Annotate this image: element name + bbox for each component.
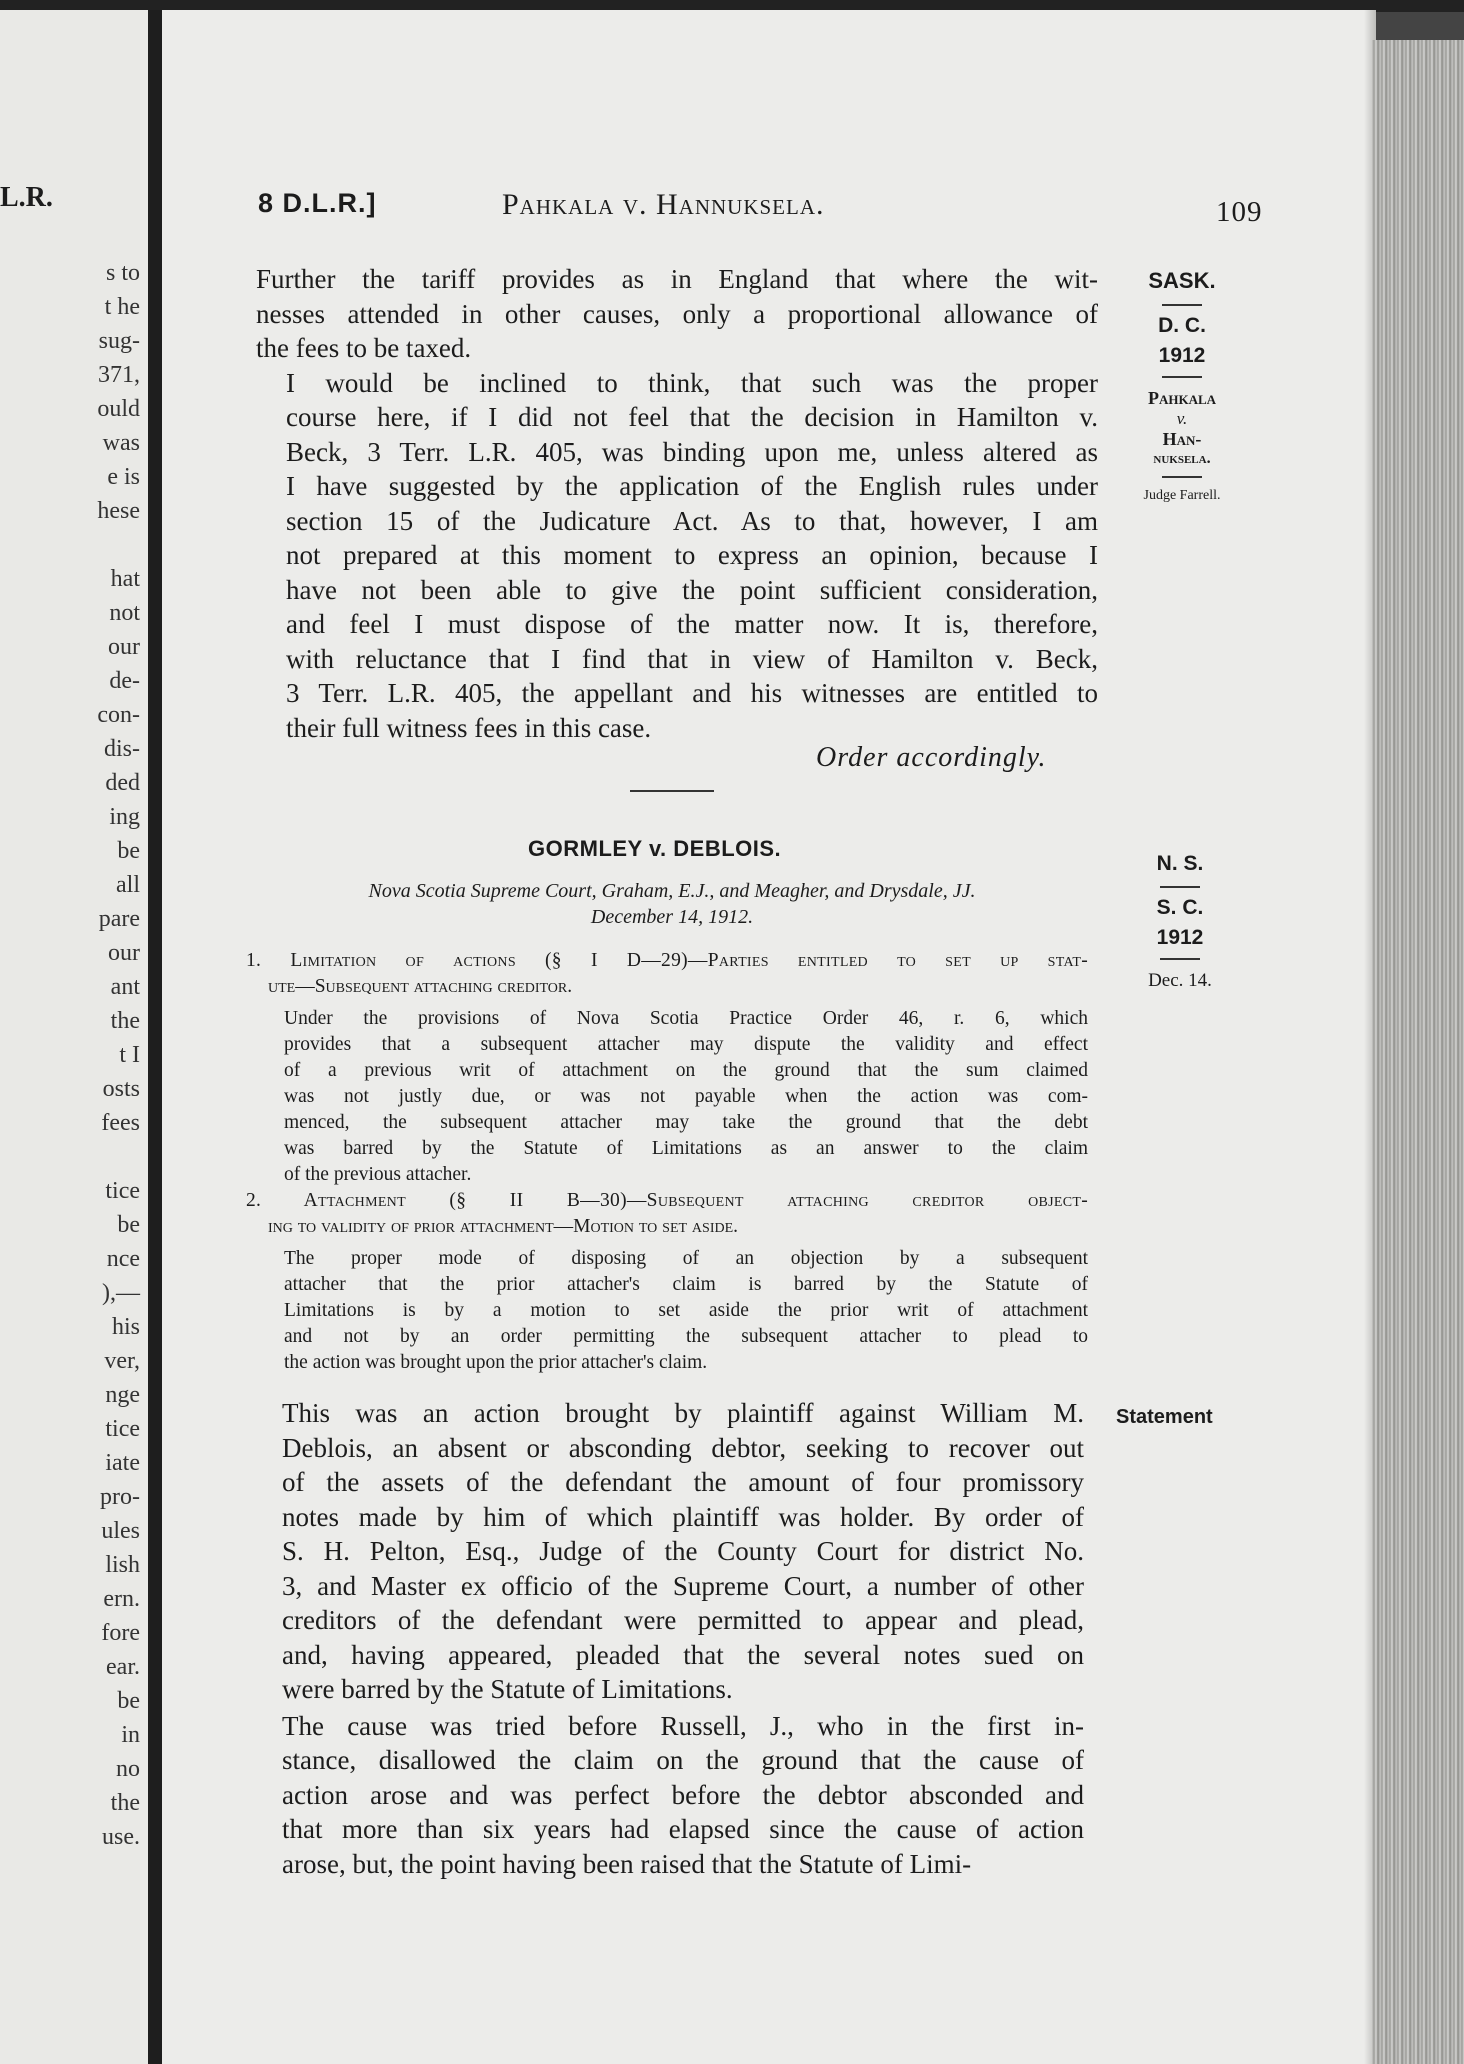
text-line: S. H. Pelton, Esq., Judge of the County Court for district No. — [282, 1536, 1084, 1566]
order-line: Order accordingly. — [816, 742, 1047, 773]
facing-page-fragment: ),— — [102, 1280, 140, 1306]
facing-page-fragment: the — [110, 1790, 140, 1816]
headnote-line: was not justly due, or was not payable when the action was com- — [284, 1086, 1088, 1107]
sidenote-year: 1912 — [1158, 344, 1206, 367]
headnote-line: Limitations is by a motion to set aside the prior writ of attachment — [284, 1300, 1088, 1321]
sidenote-case-v: v. — [1176, 409, 1188, 428]
section-divider — [630, 790, 714, 792]
facing-page-header: L.R. — [0, 182, 53, 213]
headnote-line: of the previous attacher. — [284, 1164, 472, 1185]
facing-page-fragment: 371, — [98, 362, 140, 388]
facing-page-fragment: ant — [110, 974, 140, 1000]
headnote-line: and not by an order permitting the subsequent attacher to plead to — [284, 1326, 1088, 1347]
facing-page-fragment: use. — [102, 1824, 140, 1850]
statement-paragraph — [240, 1396, 1084, 1881]
facing-page — [0, 10, 148, 2064]
sidenote-rule — [1160, 958, 1200, 960]
facing-page-fragment: our — [108, 634, 140, 660]
facing-page-fragment: lish — [105, 1552, 140, 1578]
facing-page-fragment: sug- — [98, 328, 140, 354]
court-line-date: December 14, 1912. — [590, 906, 754, 928]
volume-ref: 8 D.L.R.] — [258, 188, 377, 218]
headnote-1 — [246, 948, 1088, 1188]
text-line: Further the tariff provides as in England that where the wit- — [256, 264, 1098, 294]
text-line: 3 Terr. L.R. 405, the appellant and his witnesses are entitled to — [286, 678, 1098, 708]
facing-page-fragment: de- — [109, 668, 140, 694]
facing-page-fragment: s to — [105, 260, 140, 286]
facing-page-fragment: hat — [110, 566, 140, 592]
facing-page-fragment: tice — [105, 1178, 140, 1204]
facing-page-fragment: ver, — [104, 1348, 140, 1374]
sidenote-date: Dec. 14. — [1148, 970, 1212, 991]
text-line: the fees to be taxed. — [256, 333, 472, 363]
court-line-judges: Nova Scotia Supreme Court, Graham, E.J., and Meagher, and Drysdale, JJ. — [368, 880, 976, 902]
text-line: action arose and was perfect before the debtor absconded and — [282, 1779, 1084, 1810]
sidenote-mid — [1128, 852, 1232, 992]
sidenote-top — [1126, 268, 1238, 504]
headnote-line: provides that a subsequent attacher may dispute the validity and effect — [284, 1034, 1088, 1055]
facing-page-fragment: ern. — [103, 1586, 140, 1612]
statement-label: Statement — [1116, 1406, 1213, 1428]
text-line: with reluctance that I find that in view of Hamilton v. Beck, — [286, 643, 1098, 674]
text-line: This was an action brought by plaintiff against William M. — [282, 1398, 1084, 1428]
headnote-line: The proper mode of disposing of an objection by a subsequent — [284, 1248, 1088, 1269]
facing-page-fragment: dis- — [104, 736, 140, 762]
headnote-line: the action was brought upon the prior attacher's claim. — [284, 1352, 708, 1373]
text-line: The cause was tried before Russell, J., who in the first in- — [282, 1710, 1084, 1741]
text-line: that more than six years had elapsed since the cause of action — [282, 1814, 1084, 1844]
text-line: not prepared at this moment to express an opinion, because I — [286, 540, 1098, 570]
headnote-2-title: 2. Attachment (§ II B—30)—Subsequent attaching creditor object- — [246, 1190, 1088, 1211]
facing-page-fragment: all — [116, 872, 140, 898]
facing-page-fragment: be — [117, 1688, 140, 1714]
text-line: section 15 of the Judicature Act. As to that, however, I am — [286, 505, 1098, 536]
text-line: Beck, 3 Terr. L.R. 405, was binding upon me, unless altered as — [286, 436, 1098, 467]
sidenote-rule — [1160, 886, 1200, 888]
text-line: and, having appeared, pleaded that the several notes sued on — [282, 1639, 1084, 1670]
sidenote-rule — [1162, 376, 1202, 378]
facing-page-fragment: ded — [105, 770, 140, 796]
court-line — [246, 878, 1098, 930]
running-title: Pahkala v. Hannuksela. — [502, 188, 825, 221]
text-line: and feel I must dispose of the matter now. It is, therefore, — [286, 609, 1098, 639]
facing-page-fragment: nce — [106, 1246, 140, 1272]
facing-page-fragment: ear. — [106, 1654, 140, 1680]
text-line: Deblois, an absent or absconding debtor, seeking to recover out — [282, 1432, 1084, 1463]
facing-page-fragment: the — [110, 1008, 140, 1034]
facing-page-fragment: ules — [101, 1518, 140, 1544]
text-line: nesses attended in other causes, only a proportional allowance of — [256, 298, 1098, 329]
text-line: I have suggested by the application of the English rules under — [286, 471, 1098, 501]
facing-page-fragment: was — [102, 430, 140, 456]
text-line: have not been able to give the point sufficient consideration, — [286, 574, 1098, 605]
sidenote-case-name: Han- — [1162, 429, 1202, 449]
headnote-line: attacher that the prior attacher's claim is barred by the Statute of — [284, 1274, 1088, 1295]
facing-page-fragment: no — [116, 1756, 140, 1782]
facing-page-fragment: e is — [107, 464, 140, 490]
sidenote-court: S. C. — [1156, 896, 1204, 919]
headnote-line: was barred by the Statute of Limitations as an answer to the claim — [284, 1138, 1088, 1159]
facing-page-fragment: con- — [97, 702, 140, 728]
facing-page-fragment: pare — [98, 906, 140, 932]
facing-page-fragment: hese — [97, 498, 140, 524]
headnote-line: menced, the subsequent attacher may take the ground that the debt — [284, 1112, 1088, 1133]
sidenote-province: N. S. — [1156, 852, 1204, 875]
text-line: I would be inclined to think, that such was the proper — [286, 367, 1098, 398]
headnote-line: of a previous writ of attachment on the ground that the sum claimed — [284, 1060, 1088, 1081]
sidenote-case-name: Pahkala — [1147, 388, 1217, 408]
facing-page-fragment: ould — [97, 396, 140, 422]
headnote-line: Under the provisions of Nova Scotia Practice Order 46, r. 6, which — [284, 1008, 1088, 1029]
case-title: GORMLEY v. DEBLOIS. — [528, 836, 782, 861]
text-line: notes made by him of which plaintiff was holder. By order of — [282, 1501, 1084, 1532]
text-line: creditors of the defendant were permitted to appear and plead, — [282, 1605, 1084, 1635]
text-line: 3, and Master ex officio of the Supreme Court, a number of other — [282, 1570, 1084, 1601]
text-line: course here, if I did not feel that the decision in Hamilton v. — [286, 402, 1098, 432]
page-block-edges — [1372, 40, 1464, 2064]
opening-paragraph — [256, 262, 1098, 745]
facing-page-fragment: not — [109, 600, 140, 626]
facing-page-fragment: t he — [104, 294, 140, 320]
headnote-2 — [246, 1188, 1088, 1376]
facing-page-fragment: his — [111, 1314, 140, 1340]
facing-page-fragment: iate — [105, 1450, 140, 1476]
facing-page-fragment: nge — [105, 1382, 140, 1408]
sidenote-judge: Judge Farrell. — [1143, 488, 1221, 503]
sidenote-rule — [1162, 476, 1202, 478]
facing-page-fragment: fees — [101, 1110, 140, 1136]
sidenote-court: D. C. — [1158, 314, 1206, 337]
facing-page-fragment: t I — [119, 1042, 140, 1068]
page-number: 109 — [1216, 196, 1263, 228]
sidenote-year: 1912 — [1156, 926, 1204, 949]
headnote-1-title: 1. Limitation of actions (§ I D—29)—Parties entitled to set up stat- — [246, 950, 1088, 971]
facing-page-fragment: our — [108, 940, 140, 966]
text-line: their full witness fees in this case. — [286, 712, 652, 743]
text-line: arose, but, the point having been raised that the Statute of Limi- — [282, 1848, 972, 1879]
facing-page-fragment: pro- — [100, 1484, 140, 1510]
sidenote-province: SASK. — [1148, 268, 1216, 293]
facing-page-fragment: osts — [102, 1076, 140, 1102]
sidenote-rule — [1162, 304, 1202, 306]
headnote-1-title: ute—Subsequent attaching creditor. — [268, 976, 573, 997]
headnote-2-title: ing to validity of prior attachment—Motion to set aside. — [268, 1216, 739, 1237]
facing-page-fragment: be — [117, 838, 140, 864]
facing-page-fragment: fore — [101, 1620, 140, 1646]
sidenote-case-name: nuksela. — [1153, 450, 1211, 467]
facing-page-fragment: in — [121, 1722, 140, 1748]
facing-page-fragment: ing — [109, 804, 140, 830]
text-line: stance, disallowed the claim on the ground that the cause of — [282, 1745, 1084, 1775]
text-line: of the assets of the defendant the amount of four promissory — [282, 1467, 1084, 1497]
facing-page-fragment: tice — [105, 1416, 140, 1442]
facing-page-fragment: be — [117, 1212, 140, 1238]
text-line: were barred by the Statute of Limitations. — [282, 1674, 733, 1704]
